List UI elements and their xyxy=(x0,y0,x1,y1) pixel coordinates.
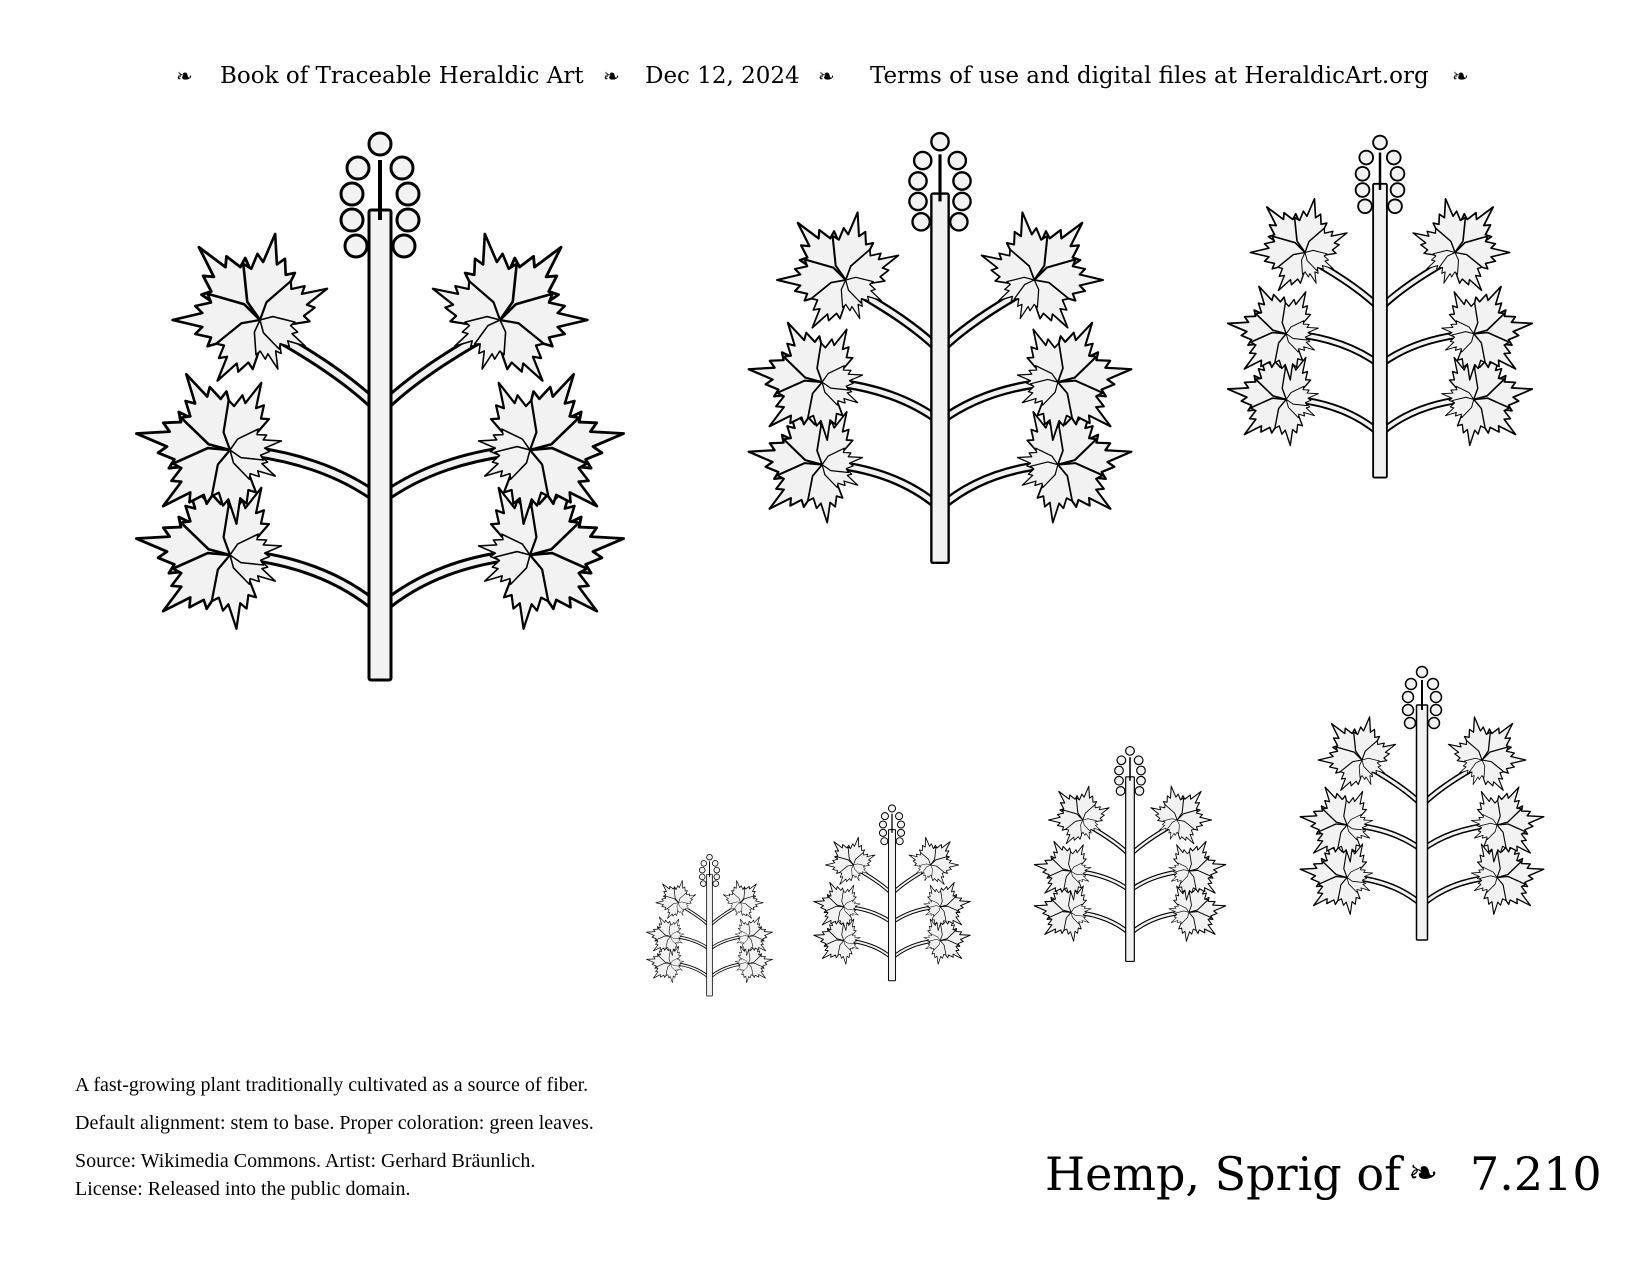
hemp-sprig-tiny-4 xyxy=(1282,660,1562,1000)
fleuron-icon: ❧ xyxy=(1408,1153,1439,1194)
description-line: A fast-growing plant traditionally cultivated as a source of fiber. xyxy=(75,1074,589,1096)
plate-title: Hemp, Sprig of xyxy=(1045,1147,1402,1201)
hemp-sprig-tiny-3 xyxy=(1020,740,1240,1010)
plate-number: 7.210 xyxy=(1470,1147,1602,1201)
hemp-sprig-medium xyxy=(720,120,1160,660)
source-line: Source: Wikimedia Commons. Artist: Gerhard Bräunlich. xyxy=(75,1150,536,1172)
fleuron-icon: ❧ xyxy=(603,64,620,88)
fleuron-icon: ❧ xyxy=(818,64,835,88)
hemp-sprig-small xyxy=(1205,125,1555,555)
alignment-line: Default alignment: stem to base. Proper coloration: green leaves. xyxy=(75,1112,594,1134)
hemp-sprig-tiny-1 xyxy=(637,850,782,1028)
book-title: Book of Traceable Heraldic Art xyxy=(220,63,584,89)
hemp-sprig-large xyxy=(100,120,660,800)
terms-link[interactable]: Terms of use and digital files at HeraldicArt.org xyxy=(870,63,1429,89)
hemp-sprig-tiny-2 xyxy=(802,800,982,1020)
header-date: Dec 12, 2024 xyxy=(645,63,800,89)
page-header xyxy=(0,58,1650,94)
fleuron-icon: ❧ xyxy=(1452,64,1469,88)
license-line: License: Released into the public domain. xyxy=(75,1178,411,1200)
fleuron-icon: ❧ xyxy=(176,64,193,88)
